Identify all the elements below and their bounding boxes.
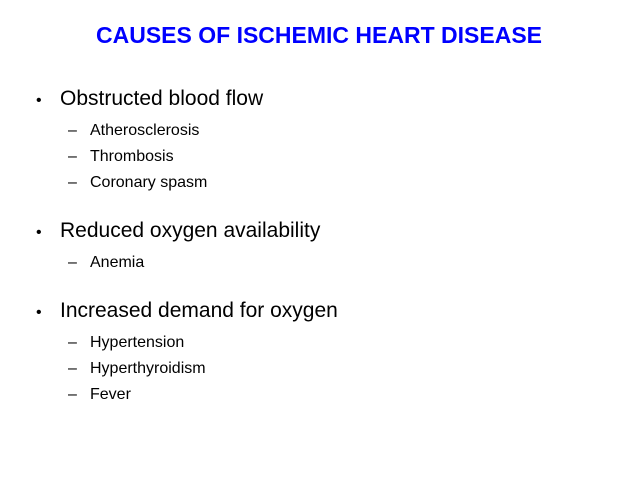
sub-bullet-item — [68, 118, 616, 144]
sub-bullet-item — [68, 356, 616, 382]
bullet-group-increased-demand — [36, 298, 616, 408]
sub-bullet-text: Hyperthyroidism — [90, 360, 206, 377]
bullet-heading: Reduced oxygen availability — [60, 219, 321, 242]
bullet-item — [36, 218, 616, 246]
sub-bullet-text: Hypertension — [90, 334, 185, 351]
sub-bullet-text: Thrombosis — [90, 148, 174, 165]
dash-icon: – — [68, 360, 77, 377]
dash-icon: – — [68, 386, 77, 403]
bullet-heading: Obstructed blood flow — [60, 87, 264, 110]
sub-bullet-text: Atherosclerosis — [90, 122, 200, 139]
bullet-heading: Increased demand for oxygen — [60, 299, 338, 322]
sub-bullet-list — [68, 250, 616, 276]
bullet-group-reduced-oxygen — [36, 218, 616, 276]
bullet-content — [36, 86, 616, 430]
sub-bullet-item — [68, 170, 616, 196]
bullet-icon: • — [36, 304, 42, 321]
slide-title: CAUSES OF ISCHEMIC HEART DISEASE — [96, 22, 542, 48]
dash-icon: – — [68, 148, 77, 165]
dash-icon: – — [68, 122, 77, 139]
sub-bullet-text: Anemia — [90, 254, 145, 271]
bullet-icon: • — [36, 224, 42, 241]
dash-icon: – — [68, 174, 77, 191]
bullet-group-obstructed-blood-flow — [36, 86, 616, 196]
sub-bullet-list — [68, 118, 616, 196]
sub-bullet-list — [68, 330, 616, 408]
sub-bullet-item — [68, 250, 616, 276]
dash-icon: – — [68, 334, 77, 351]
sub-bullet-text: Fever — [90, 386, 131, 403]
sub-bullet-item — [68, 144, 616, 170]
bullet-icon: • — [36, 92, 42, 109]
sub-bullet-text: Coronary spasm — [90, 174, 208, 191]
bullet-item — [36, 86, 616, 114]
sub-bullet-item — [68, 330, 616, 356]
bullet-item — [36, 298, 616, 326]
dash-icon: – — [68, 254, 77, 271]
sub-bullet-item — [68, 382, 616, 408]
